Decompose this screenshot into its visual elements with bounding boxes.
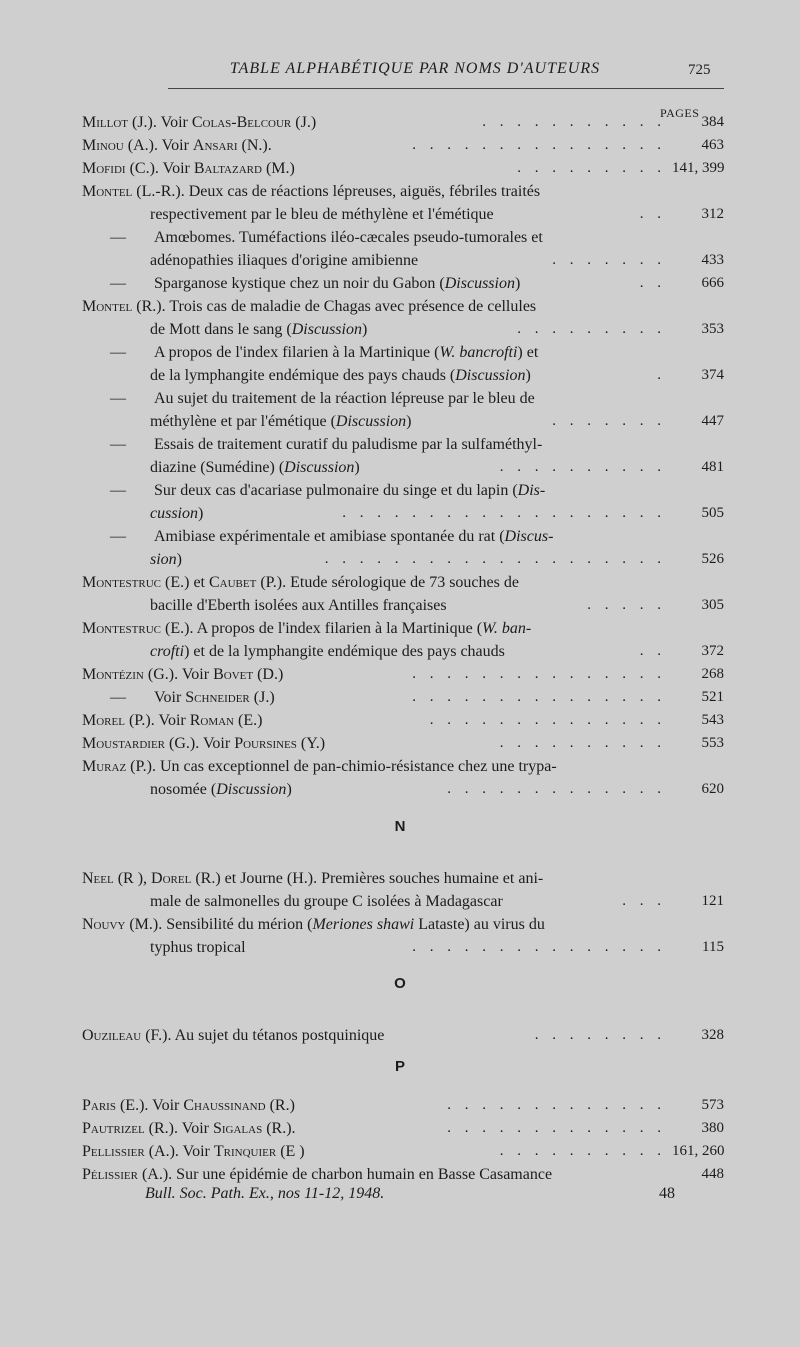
index-line bbox=[82, 226, 724, 249]
leader-dots: . . . . . . . . . bbox=[517, 321, 666, 337]
italic-text: Discussion bbox=[291, 321, 362, 338]
page-footer bbox=[145, 1185, 675, 1203]
author-name: Paris bbox=[82, 1097, 116, 1114]
index-line bbox=[82, 272, 724, 295]
section-letter-heading: O bbox=[394, 975, 406, 992]
italic-text: crofti bbox=[150, 643, 185, 660]
page-reference: 666 bbox=[701, 275, 724, 291]
index-line bbox=[82, 134, 724, 157]
leader-dots: . . . bbox=[622, 893, 666, 909]
entry-text: adénopathies iliaques d'origine amibienne bbox=[150, 252, 419, 269]
author-name: Montel bbox=[82, 298, 133, 315]
index-line bbox=[150, 936, 724, 959]
page-reference: 353 bbox=[701, 321, 724, 337]
author-name: Montestruc bbox=[82, 574, 162, 591]
entry-text: (L.-R.). Deux cas de réactions lépreuses, aiguës, fébriles traités bbox=[132, 183, 541, 200]
author-name: Minou bbox=[82, 137, 124, 154]
entry-text: Sur deux cas d'acariase pulmonaire du singe et du lapin ( bbox=[154, 482, 518, 499]
leader-dots: . . . . . . . . . . . . . . . bbox=[412, 666, 666, 682]
page-reference: 141, 399 bbox=[672, 160, 725, 176]
index-line bbox=[82, 111, 724, 134]
index-line bbox=[82, 709, 724, 732]
index-line bbox=[150, 456, 724, 479]
entry-text-tail: ) et de la lymphangite endémique des pays chauds bbox=[184, 643, 505, 660]
page-reference: 521 bbox=[701, 689, 724, 705]
author-name: Neel bbox=[82, 870, 114, 887]
index-line bbox=[82, 1140, 724, 1163]
index-line bbox=[82, 571, 724, 594]
author-name: Nouvy bbox=[82, 916, 126, 933]
entry-text-tail: (J.) bbox=[291, 114, 317, 131]
page-reference: 268 bbox=[701, 666, 724, 682]
pages-column-label: PAGES bbox=[660, 106, 700, 120]
referenced-author: Schneider bbox=[185, 689, 250, 706]
author-name: Morel bbox=[82, 712, 125, 729]
section-letter-heading: P bbox=[394, 1058, 405, 1075]
entry-text: Au sujet du traitement de la réaction lépreuse par le bleu de bbox=[154, 390, 535, 407]
entry-text: (A.). Voir bbox=[123, 137, 193, 154]
referenced-author: Ansari bbox=[192, 137, 238, 154]
entry-text: Amibiase expérimentale et amibiase spontanée du rat ( bbox=[154, 528, 505, 545]
entry-text: (J.). Voir bbox=[128, 114, 192, 131]
author-name: Pautrizel bbox=[82, 1120, 145, 1137]
page-reference: 115 bbox=[702, 939, 724, 955]
index-line bbox=[82, 1163, 724, 1186]
index-line bbox=[150, 594, 724, 617]
index-line bbox=[82, 180, 724, 203]
index-line bbox=[82, 341, 724, 364]
index-line bbox=[150, 203, 724, 226]
leader-dots: . . . . . . . . . . bbox=[499, 459, 666, 475]
leader-dots: . . . . . . . . . . . . . . bbox=[429, 712, 666, 728]
index-line bbox=[82, 387, 724, 410]
entry-text: nosomée ( bbox=[150, 781, 217, 798]
journal-reference: Bull. Soc. Path. Ex., nos 11-12, 1948. bbox=[145, 1185, 385, 1202]
entry-text-tail: ) bbox=[286, 781, 292, 798]
entry-text-tail: ) bbox=[354, 459, 360, 476]
entry-text: Voir bbox=[154, 689, 186, 706]
leader-dots: . . . . . bbox=[587, 597, 666, 613]
index-line bbox=[150, 410, 724, 433]
entry-dash: — bbox=[110, 344, 126, 361]
entry-text: Sparganose kystique chez un noir du Gabon ( bbox=[154, 275, 445, 292]
entry-text: (R ), bbox=[113, 870, 152, 887]
entry-dash: — bbox=[110, 390, 126, 407]
entry-text: (C.). Voir bbox=[125, 160, 194, 177]
index-line bbox=[150, 502, 724, 525]
page-reference: 543 bbox=[701, 712, 724, 728]
index-line bbox=[82, 617, 724, 640]
header-rule bbox=[168, 88, 724, 89]
referenced-author: Sigalas bbox=[212, 1120, 263, 1137]
index-line bbox=[150, 318, 724, 341]
entry-dash: — bbox=[110, 275, 126, 292]
index-line bbox=[82, 1094, 724, 1117]
author-name: Montel bbox=[82, 183, 133, 200]
leader-dots: . . . . . . . . . . . bbox=[482, 114, 666, 130]
index-line bbox=[82, 525, 724, 548]
leader-dots: . . . . . . . . . . . . . . . . . . . bbox=[342, 505, 666, 521]
entry-text: (P.). Un cas exceptionnel de pan-chimio-résistance chez une trypa- bbox=[126, 758, 557, 775]
author-name: Moustardier bbox=[82, 735, 166, 752]
signature-mark: 48 bbox=[659, 1185, 675, 1202]
index-line bbox=[82, 732, 724, 755]
entry-text: (M.). Sensibilité du mérion ( bbox=[125, 916, 313, 933]
running-title: TABLE ALPHABÉTIQUE PAR NOMS D'AUTEURS bbox=[229, 60, 601, 77]
entry-text: méthylène et par l'émétique ( bbox=[150, 413, 336, 430]
referenced-author: Bovet bbox=[213, 666, 254, 683]
entry-text-tail: (M.) bbox=[261, 160, 295, 177]
leader-dots: . . bbox=[639, 206, 666, 222]
leader-dots: . . . . . . . . bbox=[534, 1027, 666, 1043]
entry-text: (R.). Voir bbox=[144, 1120, 213, 1137]
page-number: 725 bbox=[688, 62, 711, 78]
page-reference: 374 bbox=[701, 367, 724, 383]
referenced-author: Caubet bbox=[209, 574, 257, 591]
author-name: Ouzileau bbox=[82, 1027, 142, 1044]
entry-text: Amœbomes. Tuméfactions iléo-cæcales pseudo-tumorales et bbox=[154, 229, 543, 246]
referenced-author: Dorel bbox=[151, 870, 192, 887]
page-reference: 312 bbox=[701, 206, 724, 222]
leader-dots: . . . . . . . . . . . . . bbox=[447, 781, 666, 797]
entry-text: Essais de traitement curatif du paludisme par la sulfaméthyl- bbox=[154, 436, 543, 453]
index-line bbox=[82, 867, 724, 890]
leader-dots: . . . . . . . bbox=[552, 252, 666, 268]
page-reference: 384 bbox=[701, 114, 724, 130]
page-reference: 526 bbox=[701, 551, 724, 567]
index-line bbox=[150, 548, 724, 571]
leader-dots: . . . . . . . . . . . . . . . bbox=[412, 137, 666, 153]
index-line bbox=[82, 686, 724, 709]
page-reference: 573 bbox=[701, 1097, 724, 1113]
page-reference: 447 bbox=[701, 413, 724, 429]
entry-text: (E.). Voir bbox=[115, 1097, 184, 1114]
page-reference: 305 bbox=[701, 597, 724, 613]
leader-dots: . . . . . . . . . bbox=[517, 160, 666, 176]
entry-text: (E.). A propos de l'index filarien à la Martinique ( bbox=[161, 620, 483, 637]
index-line bbox=[82, 755, 724, 778]
entry-text-tail: ) bbox=[176, 551, 182, 568]
page-reference: 161, 260 bbox=[672, 1143, 725, 1159]
page-reference: 372 bbox=[701, 643, 724, 659]
entry-text: (F.). Au sujet du tétanos postquinique bbox=[141, 1027, 385, 1044]
page-reference: 121 bbox=[701, 893, 724, 909]
index-line bbox=[150, 778, 724, 801]
leader-dots: . . . . . . . . . . . . . . . . . . . . bbox=[324, 551, 666, 567]
index-line bbox=[150, 364, 724, 387]
index-line bbox=[82, 157, 724, 180]
referenced-author: Poursines bbox=[234, 735, 297, 752]
referenced-author: Trinquier bbox=[213, 1143, 277, 1160]
page-reference: 463 bbox=[701, 137, 724, 153]
leader-dots: . . . . . . . . . . bbox=[499, 735, 666, 751]
entry-text-tail: (J.) bbox=[249, 689, 275, 706]
entry-text-tail: (R.). bbox=[262, 1120, 296, 1137]
entry-dash: — bbox=[110, 528, 126, 545]
entry-dash: — bbox=[110, 689, 126, 706]
italic-text: Meriones shawi bbox=[312, 916, 415, 933]
italic-text: sion bbox=[150, 551, 177, 568]
entry-text: typhus tropical bbox=[150, 939, 246, 956]
entry-text: (G.). Voir bbox=[165, 735, 235, 752]
page-reference: 620 bbox=[701, 781, 724, 797]
entry-text: A propos de l'index filarien à la Martinique ( bbox=[154, 344, 440, 361]
italic-text: Discussion bbox=[335, 413, 407, 430]
leader-dots: . . . . . . . . . . bbox=[499, 1143, 666, 1159]
entry-text: (P.). Voir bbox=[124, 712, 190, 729]
italic-text: Discussion bbox=[216, 781, 287, 798]
referenced-author: Chaussinand bbox=[183, 1097, 266, 1114]
index-line bbox=[150, 249, 724, 272]
entry-dash: — bbox=[110, 436, 126, 453]
entry-text: diazine (Sumédine) ( bbox=[150, 459, 285, 476]
entry-text: male de salmonelles du groupe C isolées à Madagascar bbox=[150, 893, 503, 910]
entry-dash: — bbox=[110, 482, 126, 499]
italic-text: W. ban- bbox=[482, 620, 532, 637]
entry-text-tail: (E ) bbox=[276, 1143, 305, 1160]
page-reference: 433 bbox=[701, 252, 724, 268]
referenced-author: Baltazard bbox=[193, 160, 262, 177]
italic-text: Discussion bbox=[444, 275, 515, 292]
entry-text-tail: ) bbox=[514, 275, 521, 292]
author-name: Montézin bbox=[82, 666, 144, 683]
entry-text-tail: ) bbox=[361, 321, 368, 338]
entry-text-tail: ) bbox=[406, 413, 412, 430]
author-name: Pellissier bbox=[82, 1143, 145, 1160]
italic-text: Discussion bbox=[455, 367, 526, 384]
entry-text: bacille d'Eberth isolées aux Antilles françaises bbox=[150, 597, 447, 614]
italic-text: cussion bbox=[150, 505, 198, 522]
leader-dots: . bbox=[657, 367, 666, 383]
entry-text-tail: ) bbox=[525, 367, 531, 384]
referenced-author: Roman bbox=[189, 712, 235, 729]
author-name: Pélissier bbox=[82, 1166, 138, 1183]
leader-dots: . . bbox=[639, 643, 666, 659]
leader-dots: . . . . . . . bbox=[552, 413, 666, 429]
author-name: Muraz bbox=[82, 758, 127, 775]
leader-dots: . . . . . . . . . . . . . bbox=[447, 1120, 666, 1136]
italic-text: W. bancrofti bbox=[439, 344, 518, 361]
index-line bbox=[82, 663, 724, 686]
entry-text: de la lymphangite endémique des pays chauds ( bbox=[150, 367, 456, 384]
leader-dots: . . . . . . . . . . . . . . . bbox=[412, 689, 666, 705]
entry-text-tail: (R.) et Journe (H.). Premières souches humaine et ani- bbox=[191, 870, 544, 887]
index-line bbox=[82, 433, 724, 456]
page-reference: 380 bbox=[701, 1120, 724, 1136]
entry-text-tail: (R.) bbox=[265, 1097, 295, 1114]
author-name: Millot bbox=[82, 114, 128, 131]
page-reference: 553 bbox=[701, 735, 724, 751]
entry-text: (A.). Sur une épidémie de charbon humain en Basse Casamance bbox=[137, 1166, 553, 1183]
referenced-author: Colas-Belcour bbox=[191, 114, 292, 131]
page-reference: 481 bbox=[701, 459, 724, 475]
page-reference: 328 bbox=[701, 1027, 724, 1043]
index-line bbox=[150, 890, 724, 913]
page-reference: 448 bbox=[701, 1166, 724, 1182]
entry-text: (E.) et bbox=[161, 574, 209, 591]
section-letter-heading: N bbox=[394, 818, 406, 835]
author-name: Mofidi bbox=[82, 160, 126, 177]
index-line bbox=[82, 1024, 724, 1047]
page-reference: 505 bbox=[701, 505, 724, 521]
italic-text: Discussion bbox=[284, 459, 355, 476]
entry-text-tail: (Y.) bbox=[296, 735, 326, 752]
italic-text: Discus- bbox=[504, 528, 554, 545]
entry-text: (A.). Voir bbox=[144, 1143, 214, 1160]
entry-text-tail: ) bbox=[198, 505, 204, 522]
leader-dots: . . . . . . . . . . . . . bbox=[447, 1097, 666, 1113]
italic-text: Dis- bbox=[517, 482, 546, 499]
author-name: Montestruc bbox=[82, 620, 162, 637]
entry-dash: — bbox=[110, 229, 126, 246]
index-line bbox=[82, 479, 724, 502]
entry-text: (R.). Trois cas de maladie de Chagas avec présence de cellules bbox=[132, 298, 537, 315]
entry-text-tail: (N.). bbox=[237, 137, 272, 154]
index-line bbox=[150, 640, 724, 663]
entry-text-tail: (P.). Etude sérologique de 73 souches de bbox=[256, 574, 519, 591]
entry-text-tail: ) et bbox=[517, 344, 539, 361]
entry-text: (G.). Voir bbox=[143, 666, 214, 683]
entry-text: respectivement par le bleu de méthylène et l'émétique bbox=[150, 206, 494, 223]
entry-text-tail: (E.) bbox=[234, 712, 263, 729]
entry-text-tail: (D.) bbox=[253, 666, 284, 683]
leader-dots: . . . . . . . . . . . . . . . bbox=[412, 939, 666, 955]
index-line bbox=[82, 913, 724, 936]
index-line bbox=[82, 1117, 724, 1140]
leader-dots: . . bbox=[639, 275, 666, 291]
entry-text-tail: Lataste) au virus du bbox=[414, 916, 545, 933]
index-line bbox=[82, 295, 724, 318]
entry-text: de Mott dans le sang ( bbox=[150, 321, 292, 338]
